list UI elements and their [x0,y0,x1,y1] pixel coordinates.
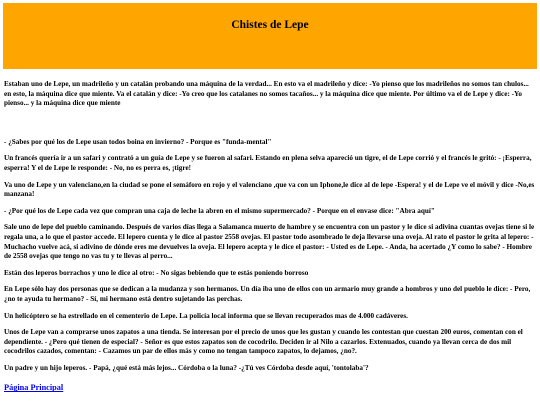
joke-paragraph: Un francés quería ir a un safari y contrató a un guía de Lepe y se fueron al safari. Estando en plena selva apareció un tigre, el de Lepe corrió y el francés le gritó: - ¡Esperra, esperra! Y el de Lepe le responde: - No, no es perra es, ¡tigre! [4,154,532,172]
joke-paragraph: Un helicóptero se ha estrellado en el cementerio de Lepe. La policía local informa que se llevan recuperados mas de 4.000 cadáveres. [4,311,408,320]
joke-paragraph: Están dos leperos borrachos y uno le dice al otro: - No sigas bebiendo que te estás poniendo borroso [4,268,309,277]
joke-paragraph: En Lepe sólo hay dos personas que se dedican a la mudanza y son hermanos. Un día iba uno de ellos con un armario muy grande a hombros y uno del pueblo le dice: - Pero, ¿no te ayuda tu hermano? - Sí, mi hermano está dentro sujetando las perchas. [4,285,531,303]
joke-paragraph: - ¿Sabes por qué los de Lepe usan todos boina en invierno? - Porque es "funda-mental" [4,137,272,146]
joke-paragraph: Va uno de Lepe y un valenciano,en la ciudad se pone el semáforo en rojo y el valenciano ,que va con un Iphone,le dice al de lepe -Espera! y el de Lepe ve el móvil y dice -No,es manzana! [4,180,535,199]
joke-paragraph: Un padre y un hijo leperos. - Papá, ¿qué está más lejos... Córdoba o la luna? -¿Tú ves Córdoba desde aquí, 'tontolaba'? [4,363,369,372]
page-header [3,3,537,69]
joke-paragraph: Estaban uno de Lepe, un madrileño y un catalán probando una máquina de la verdad... En esto va el madrileño y dice: -Yo pienso que los madrileños no somos tan chulos... en esto, la máquina dice que miente. Va el catalán y dice: -Yo creo que los catalanes no somos tacaños... y la máquina dice que miente. Por último va el de Lepe y dice: -Yo pienso... y la máquina dice que miente [4,80,529,108]
joke-paragraph: - ¿Por qué los de Lepe cada vez que compran una caja de leche la abren en el mismo supermercado? - Porque en el envase dice: "Abra aquí" [4,206,435,215]
joke-paragraph: Unos de Lepe van a comprarse unos zapatos a una tienda. Se interesan por el precio de unos que les gustan y cuando les contestan que cuestan 200 euros, comentan con el dependiente. - ¿Pero qué tienen de especial? - Señor es que estos zapatos son de cocodrilo. Deciden ir al Nilo a cazarlos. Extenuados, cuando ya llevan cerca de dos mil cocodrilos cazados, comentan: - Cazamos un par de ellos más y como no tengan tampoco zapatos, lo dejamos, ¿no?. [4,328,523,356]
jokes-content [0,80,540,395]
home-page-link[interactable]: Página Principal [4,383,64,393]
joke-paragraph: Sale uno de lepe del pueblo caminando. Después de varios días llega a Salamanca muerto de hambre y se encuentra con un pastor y le dice si adivina cuantas ovejas tiene si le regala una, a lo que el pastor accede. El lepero cuenta y le dice al pastor 2558 ovejas. El pastor todo asombrado le deja llevarse una oveja. Al rato el pastor le grita al lepero: - Muchacho vuelve acá, si adivino de dónde eres me devuelves la oveja. El lepero acepta y le dice el pastor: - Usted es de Lepe. - Anda, ha acertado ¿Y como lo sabe? - Hombre de 2558 ovejas que tengo no vas tu y te llevas al perro... [4,223,535,261]
page-title: Chistes de Lepe [231,19,309,31]
